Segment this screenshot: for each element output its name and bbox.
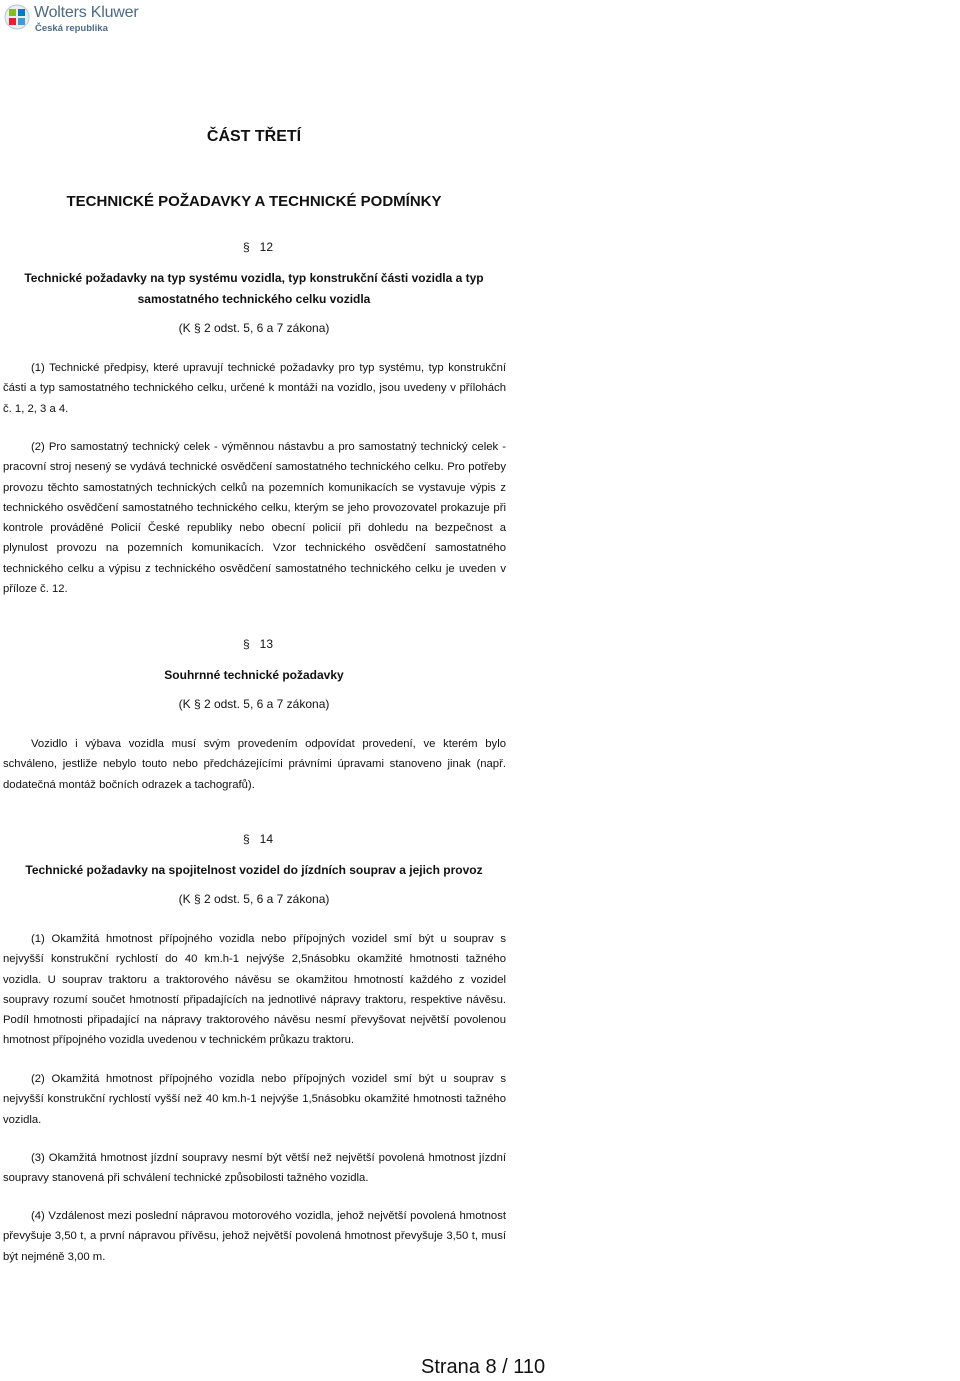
section-12-heading-line2: samostatného technického celku vozidla bbox=[137, 292, 371, 306]
section-13-reference: (K § 2 odst. 5, 6 a 7 zákona) bbox=[178, 697, 330, 711]
chapter-title: TECHNICKÉ POŽADAVKY A TECHNICKÉ PODMÍNKY bbox=[66, 193, 442, 210]
section-14-heading: Technické požadavky na spojitelnost vozidel do jízdních souprav a jejich provoz bbox=[25, 863, 483, 877]
section-14-reference: (K § 2 odst. 5, 6 a 7 zákona) bbox=[178, 892, 330, 906]
wolters-kluwer-logo bbox=[4, 4, 144, 36]
paragraph-text: (1) Okamžitá hmotnost přípojného vozidla nebo přípojných vozidel smí být u souprav s nejvyšší konstrukční rychlostí do 40 km.h-1 nejvýše 2,5násobku okamžité hmotnosti tažného vozidla. U souprav traktoru a traktorového návěsu se okamžitou hmotností každého z vozidel soupravy rozumí součet hmotností připadajících na jednotlivé nápravy traktoru, respektive návěsu. Podíl hmotnosti připadající na nápravy traktorového návěsu nesmí převyšovat největší povolenou hmotnost přípojného vozidla uvedenou v technickém průkazu traktoru. bbox=[3, 933, 506, 1047]
section-12-number bbox=[4, 240, 512, 254]
section-12-reference: (K § 2 odst. 5, 6 a 7 zákona) bbox=[178, 321, 330, 335]
section-13-heading: Souhrnné technické požadavky bbox=[164, 668, 344, 682]
paragraph-text: (2) Okamžitá hmotnost přípojného vozidla nebo přípojných vozidel smí být u souprav s nejvyšší konstrukční rychlostí vyšší než 40 km.h-1 nejvýše 1,5násobku okamžité hmotnosti tažného vozidla. bbox=[3, 1073, 506, 1126]
section-14-number bbox=[4, 832, 512, 846]
logo-name: Wolters Kluwer bbox=[34, 4, 139, 21]
part-title: ČÁST TŘETÍ bbox=[206, 128, 302, 145]
wolters-kluwer-logo-icon bbox=[4, 4, 30, 30]
section-13-number bbox=[4, 637, 512, 651]
paragraph-text: (2) Pro samostatný technický celek - výměnnou nástavbu a pro samostatný technický celek - pracovní stroj nesený se vydává technické osvědčení samostatného technického celku. Pro potřeby provozu těchto samostatných technických celků na pozemních komunikacích se vystavuje výpis z technického osvědčení samostatného technického celku, kterým se jeho provozovatel prokazuje při kontrole prováděné Policií České republiky nebo obecní policií při dohledu na bezpečnost a plynulost provozu na pozemních komunikacích. Vzor technického osvědčení samostatného technického celku a výpisu z technického osvědčení samostatného technického celku je uveden v příloze č. 12. bbox=[3, 441, 506, 596]
paragraph-sign: § bbox=[242, 637, 250, 651]
section-number: 12 bbox=[259, 240, 274, 254]
section-14-paragraph-2 bbox=[3, 1069, 506, 1130]
section-14-paragraph-3 bbox=[3, 1148, 506, 1189]
section-14-paragraph-1 bbox=[3, 929, 506, 1051]
section-13-paragraph-1 bbox=[3, 734, 506, 795]
section-12-paragraph-2 bbox=[3, 437, 506, 599]
logo-subtitle: Česká republika bbox=[35, 23, 108, 34]
paragraph-text: (1) Technické předpisy, které upravují technické požadavky pro typ systému, typ konstrukční části a typ samostatného technického celku, určené k montáži na vozidlo, jsou uvedeny v přílohách č. 1, 2, 3 a 4. bbox=[3, 362, 506, 415]
paragraph-text: (3) Okamžitá hmotnost jízdní soupravy nesmí být větší než největší povolená hmotnost jízdní soupravy stanovená při schválení technické způsobilosti tažného vozidla. bbox=[3, 1152, 506, 1185]
paragraph-text: (4) Vzdálenost mezi poslední nápravou motorového vozidla, jehož největší povolená hmotnost převyšuje 3,50 t, a první nápravou přívěsu, jehož největší povolená hmotnost převyšuje 3,50 t, musí být nejméně 3,00 m. bbox=[3, 1210, 506, 1263]
page-number: Strana 8 / 110 bbox=[421, 1356, 546, 1378]
section-number: 13 bbox=[259, 637, 274, 651]
paragraph-sign: § bbox=[242, 240, 250, 254]
section-12-paragraph-1 bbox=[3, 358, 506, 419]
paragraph-sign: § bbox=[242, 832, 250, 846]
section-12-heading-line1: Technické požadavky na typ systému vozidla, typ konstrukční části vozidla a typ bbox=[24, 271, 484, 285]
section-14-paragraph-4 bbox=[3, 1206, 506, 1267]
section-number: 14 bbox=[259, 832, 274, 846]
paragraph-text: Vozidlo i výbava vozidla musí svým provedením odpovídat provedení, ve kterém bylo schváleno, jestliže nebylo touto nebo předcházejícími právními úpravami stanoveno jinak (např. dodatečná montáž bočních odrazek a tachografů). bbox=[3, 738, 506, 791]
